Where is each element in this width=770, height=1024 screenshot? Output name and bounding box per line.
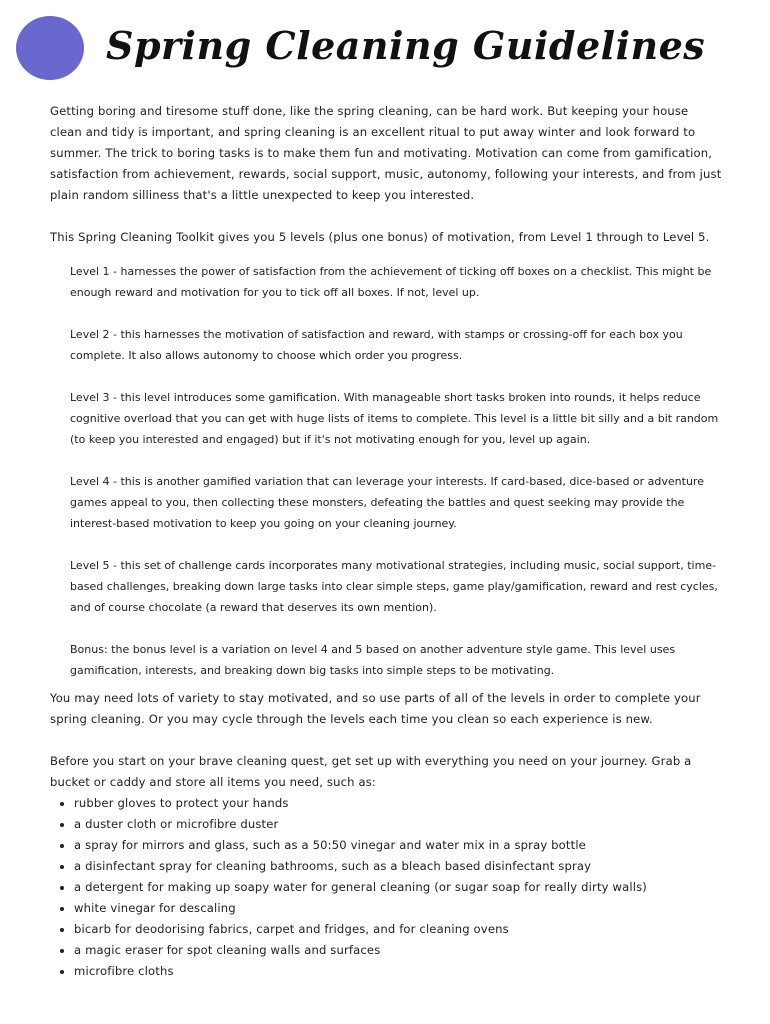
level-1-description: Level 1 - harnesses the power of satisfaction from the achievement of ticking off boxes on a checklist. This might be enough reward and motivation for you to tick off all boxes. If not, level up. [70, 265, 712, 299]
level-4-description: Level 4 - this is another gamified variation that can leverage your interests. If card-based, dice-based or adventure games appeal to you, then collecting these monsters, defeating the battles and quest seeking may provide the interest-based motivation to keep you going on your cleaning journey. [70, 475, 704, 530]
supply-item: a duster cloth or microfibre duster [74, 814, 722, 835]
supply-item: bicarb for deodorising fabrics, carpet and fridges, and for cleaning ovens [74, 919, 722, 940]
intro-paragraph: Getting boring and tiresome stuff done, like the spring cleaning, can be hard work. But keeping your house clean and tidy is important, and spring cleaning is an excellent ritual to put away winter and look forward to summer. The trick to boring tasks is to make them fun and motivating. Motivation can come from gamification, satisfaction from achievement, rewards, social support, music, autonomy, following your interests, and from just plain random silliness that's a little unexpected to keep you interested. [50, 104, 722, 202]
supply-item: a spray for mirrors and glass, such as a 50:50 vinegar and water mix in a spray bottle [74, 835, 722, 856]
supply-item: a magic eraser for spot cleaning walls and surfaces [74, 940, 722, 961]
decorative-circle-icon [16, 16, 84, 80]
level-3-description: Level 3 - this level introduces some gamification. With manageable short tasks broken into rounds, it helps reduce cognitive overload that you can get with huge lists of items to complete. This level is a little bit silly and a bit random (to keep you interested and engaged) but if it's not motivating enough for you, level up again. [70, 391, 719, 446]
supply-item: a disinfectant spray for cleaning bathrooms, such as a bleach based disinfectant spray [74, 856, 722, 877]
variety-paragraph: You may need lots of variety to stay motivated, and so use parts of all of the levels in order to complete your spring cleaning. Or you may cycle through the levels each time you clean so each experience is new. [50, 691, 701, 726]
level-5-description: Level 5 - this set of challenge cards incorporates many motivational strategies, including music, social support, time-based challenges, breaking down large tasks into clear simple steps, game play/gamification, reward and rest cycles, and of course chocolate (a reward that deserves its own mention). [70, 559, 718, 614]
supplies-list [50, 793, 722, 982]
supply-item: white vinegar for descaling [74, 898, 722, 919]
document-body [50, 101, 722, 982]
supply-item: rubber gloves to protect your hands [74, 793, 722, 814]
level-2-description: Level 2 - this harnesses the motivation of satisfaction and reward, with stamps or crossing-off for each box you complete. It also allows autonomy to choose which order you progress. [70, 328, 683, 362]
levels-list [70, 261, 722, 681]
supply-item: a detergent for making up soapy water for general cleaning (or sugar soap for really dirty walls) [74, 877, 722, 898]
supply-item: microfibre cloths [74, 961, 722, 982]
bonus-level-description: Bonus: the bonus level is a variation on level 4 and 5 based on another adventure style game. This level uses gamification, interests, and breaking down big tasks into simple steps to be motivating. [70, 643, 676, 677]
setup-paragraph: Before you start on your brave cleaning quest, get set up with everything you need on your journey. Grab a bucket or caddy and store all items you need, such as: [50, 754, 692, 789]
page-title: Spring Cleaning Guidelines [106, 23, 706, 68]
toolkit-paragraph: This Spring Cleaning Toolkit gives you 5 levels (plus one bonus) of motivation, from Level 1 through to Level 5. [50, 230, 710, 244]
